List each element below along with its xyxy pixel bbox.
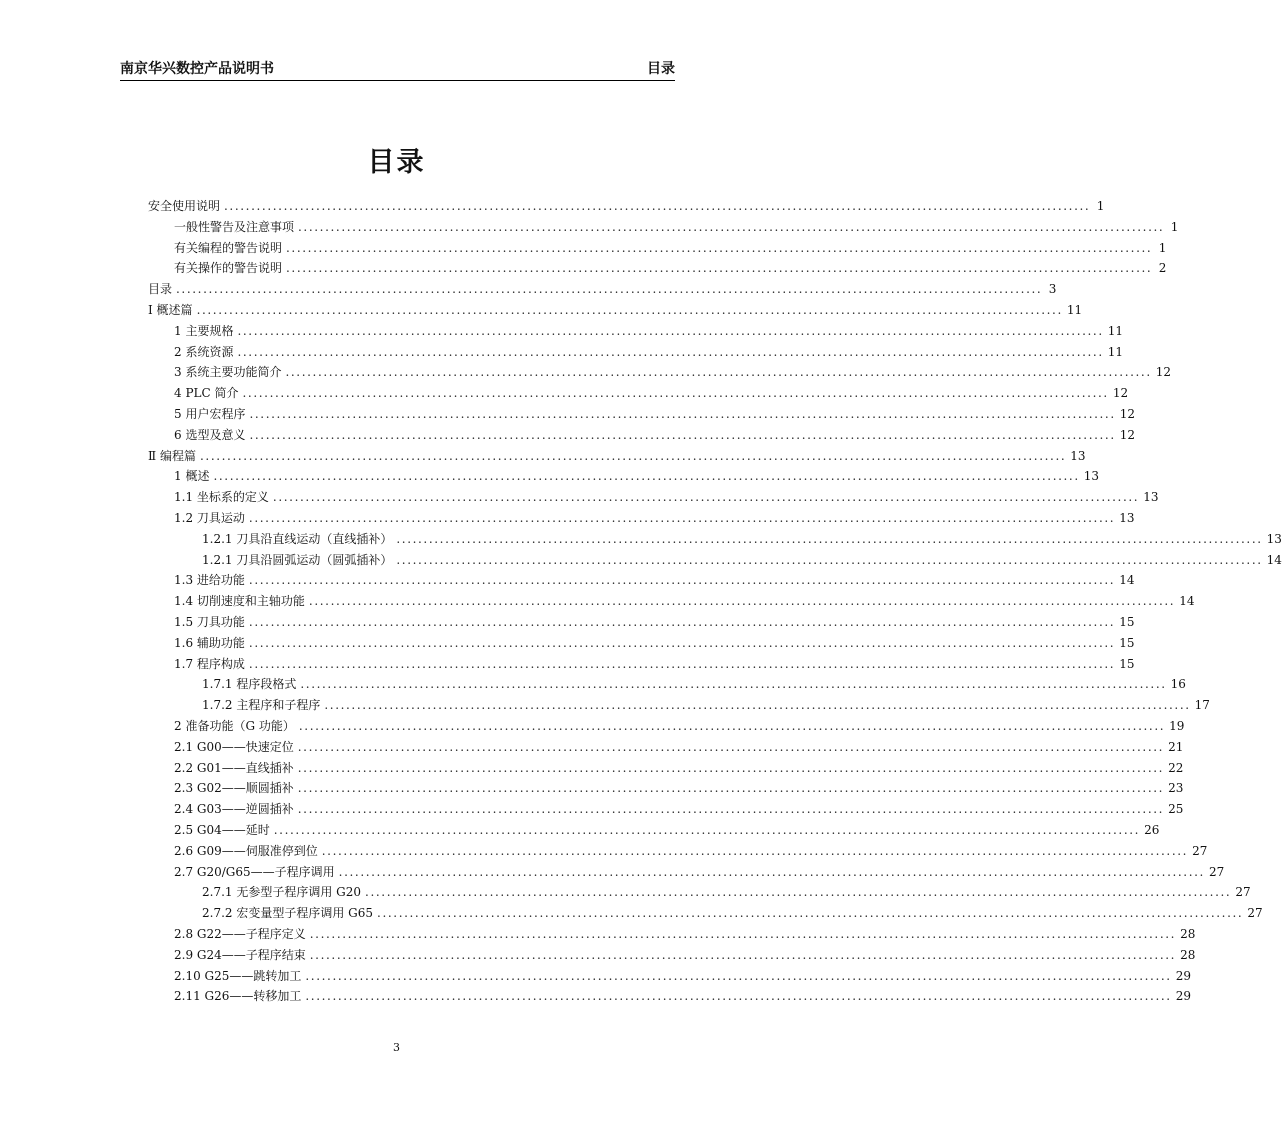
toc-dot-leader: ................................................................................................................................................................ xyxy=(242,386,1109,401)
toc-entry-page: 13 xyxy=(1119,511,1135,525)
toc-entry-label: 1.7.2 主程序和子程序 xyxy=(202,698,321,713)
toc-entry-label: 2.2 G01——直线插补 xyxy=(174,760,294,775)
toc-entry[interactable] xyxy=(0,903,1263,924)
toc-dot-leader: ................................................................................................................................................................ xyxy=(298,719,1166,733)
toc-dot-leader: ................................................................................................................................................................ xyxy=(324,698,1191,713)
toc-entry-label: 5 用户宏程序 xyxy=(174,407,246,421)
toc-entry-page: 3 xyxy=(1048,282,1057,297)
toc-entry[interactable] xyxy=(0,612,1135,633)
toc-entry-label: 2.3 G02——顺圆插补 xyxy=(174,781,294,796)
toc-entry-label: 目录 xyxy=(148,282,173,297)
toc-dot-leader: ................................................................................................................................................................ xyxy=(248,511,1116,525)
toc-entry[interactable] xyxy=(0,986,1191,1007)
toc-entry[interactable] xyxy=(0,695,1210,716)
toc-entry-label: 有关编程的警告说明 xyxy=(174,240,283,255)
toc-dot-leader: ................................................................................................................................................................ xyxy=(249,427,1116,442)
toc-entry-label: 1 概述 xyxy=(174,469,210,484)
toc-entry[interactable] xyxy=(0,778,1184,799)
toc-entry-page: 1 xyxy=(1170,219,1179,234)
toc-entry[interactable] xyxy=(0,342,1124,363)
toc-entry[interactable] xyxy=(0,279,1057,300)
toc-entry-page: 11 xyxy=(1107,344,1124,359)
toc-entry-page: 14 xyxy=(1266,552,1282,567)
toc-dot-leader: ................................................................................................................................................................ xyxy=(297,739,1165,754)
toc-dot-leader: ................................................................................................................................................................ xyxy=(248,615,1116,629)
toc-entry-label: 1 主要规格 xyxy=(174,323,234,338)
toc-dot-leader: ................................................................................................................................................................ xyxy=(298,219,1165,234)
toc-entry-label: 2.1 G00——快速定位 xyxy=(174,739,294,754)
toc-entry-label: 2.7 G20/G65——子程序调用 xyxy=(174,864,335,879)
toc-entry-label: 1.1 坐标系的定义 xyxy=(174,490,269,505)
toc-entry-page: 23 xyxy=(1168,781,1184,796)
toc-entry-label: 1.3 进给功能 xyxy=(174,573,245,588)
toc-entry[interactable] xyxy=(0,466,1100,487)
toc-entry-page: 11 xyxy=(1107,323,1124,338)
toc-entry-page: 12 xyxy=(1119,407,1136,421)
toc-entry[interactable] xyxy=(0,591,1195,612)
toc-entry[interactable] xyxy=(0,570,1135,591)
toc-entry-label: 2.5 G04——延时 xyxy=(174,823,270,837)
toc-entry-page: 27 xyxy=(1235,885,1251,900)
toc-entry-page: 22 xyxy=(1168,760,1184,775)
toc-entry-label: 有关操作的警告说明 xyxy=(174,261,283,276)
toc-entry[interactable] xyxy=(0,737,1184,758)
toc-entry[interactable] xyxy=(0,425,1136,446)
toc-entry-label: 1.7 程序构成 xyxy=(174,656,245,671)
toc-entry[interactable] xyxy=(0,321,1124,342)
toc-entry[interactable] xyxy=(0,945,1196,966)
toc-entry-page: 13 xyxy=(1070,448,1086,463)
toc-dot-leader: ................................................................................................................................................................ xyxy=(338,864,1205,879)
toc-entry-page: 15 xyxy=(1119,615,1135,629)
toc-entry-page: 19 xyxy=(1169,719,1185,733)
toc-dot-leader: ................................................................................................................................................................ xyxy=(297,760,1165,775)
toc-dot-leader: ................................................................................................................................................................ xyxy=(224,199,1091,213)
toc-entry-label: 1.2 刀具运动 xyxy=(174,511,245,525)
toc-entry[interactable] xyxy=(0,758,1184,779)
toc-entry-label: 6 选型及意义 xyxy=(174,427,246,442)
manual-title: 南京华兴数控产品说明书 xyxy=(120,61,274,77)
toc-entry-page: 13 xyxy=(1083,469,1100,484)
toc-entry-page: 28 xyxy=(1180,947,1196,962)
toc-dot-leader: ................................................................................................................................................................ xyxy=(286,240,1153,255)
toc-entry-label: 2.10 G25——跳转加工 xyxy=(174,968,302,983)
toc-entry[interactable] xyxy=(0,799,1184,820)
toc-dot-leader: ................................................................................................................................................................ xyxy=(286,261,1153,276)
toc-entry[interactable] xyxy=(0,882,1251,903)
toc-entry[interactable] xyxy=(0,404,1136,425)
toc-entry-label: 2.4 G03——逆圆插补 xyxy=(174,802,294,817)
toc-entry-label: 一般性警告及注意事项 xyxy=(174,219,295,234)
toc-entry-label: 2 系统资源 xyxy=(174,344,234,359)
toc-dot-leader: ................................................................................................................................................................ xyxy=(176,282,1043,297)
toc-entry[interactable] xyxy=(0,258,1167,279)
toc-entry-label: 2.6 G09——伺服准停到位 xyxy=(174,843,318,858)
toc-entry-page: 28 xyxy=(1180,927,1196,941)
toc-entry[interactable] xyxy=(0,674,1186,695)
toc-entry[interactable] xyxy=(0,841,1208,862)
toc-entry[interactable] xyxy=(0,633,1135,654)
toc-entry-label: 3 系统主要功能简介 xyxy=(174,365,282,380)
toc-entry-label: 2.7.2 宏变量型子程序调用 G65 xyxy=(202,906,374,921)
toc-entry[interactable] xyxy=(0,529,1282,550)
toc-dot-leader: ................................................................................................................................................................ xyxy=(377,906,1244,921)
toc-dot-leader: ................................................................................................................................................................ xyxy=(248,573,1116,588)
toc-entry-page: 15 xyxy=(1119,635,1135,650)
toc-dot-leader: ................................................................................................................................................................ xyxy=(309,947,1177,962)
toc-entry-page: 2 xyxy=(1158,261,1167,276)
toc-entry-label: 2 准备功能（G 功能） xyxy=(174,719,295,733)
toc-dot-leader: ................................................................................................................................................................ xyxy=(300,677,1167,692)
toc-entry[interactable] xyxy=(0,966,1191,987)
toc-entry-page: 27 xyxy=(1247,906,1263,921)
toc-entry[interactable] xyxy=(0,550,1282,571)
toc-entry-label: 1.7.1 程序段格式 xyxy=(202,677,297,692)
toc-dot-leader: ................................................................................................................................................................ xyxy=(196,303,1063,317)
toc-entry[interactable] xyxy=(0,716,1185,737)
toc-entry-label: 2.9 G24——子程序结束 xyxy=(174,947,306,962)
toc-entry-page: 29 xyxy=(1175,968,1191,983)
toc-entry-label: 2.8 G22——子程序定义 xyxy=(174,927,306,941)
toc-entry[interactable] xyxy=(0,238,1167,259)
toc-dot-leader: ................................................................................................................................................................ xyxy=(273,823,1141,837)
toc-dot-leader: ................................................................................................................................................................ xyxy=(248,635,1116,650)
toc-entry-label: 1.2.1 刀具沿直线运动（直线插补） xyxy=(202,531,393,546)
page-number: 3 xyxy=(393,1041,400,1054)
toc-entry[interactable] xyxy=(0,446,1086,467)
toc-dot-leader: ................................................................................................................................................................ xyxy=(396,552,1263,567)
toc-dot-leader: ................................................................................................................................................................ xyxy=(305,968,1172,983)
toc-entry[interactable] xyxy=(0,362,1172,383)
toc-entry-page: 16 xyxy=(1170,677,1186,692)
toc-entry-page: 13 xyxy=(1143,490,1159,505)
toc-entry-page: 15 xyxy=(1119,656,1135,671)
toc-entry-page: 21 xyxy=(1168,739,1184,754)
toc-entry-page: 12 xyxy=(1155,365,1172,380)
toc-entry[interactable] xyxy=(0,217,1179,238)
toc-entry-page: 27 xyxy=(1208,864,1225,879)
toc-entry[interactable] xyxy=(0,508,1135,529)
toc-entry-label: 1.5 刀具功能 xyxy=(174,615,245,629)
toc-dot-leader: ................................................................................................................................................................ xyxy=(309,927,1177,941)
toc-entry-label: 4 PLC 简介 xyxy=(174,386,239,401)
toc-entry-page: 14 xyxy=(1119,573,1135,588)
toc-entry-page: 12 xyxy=(1112,386,1129,401)
toc-entry-page: 26 xyxy=(1144,823,1160,837)
page-header xyxy=(120,56,675,81)
toc-dot-leader: ................................................................................................................................................................ xyxy=(297,781,1165,796)
toc-entry-label: 2.7.1 无参型子程序调用 G20 xyxy=(202,885,362,900)
toc-entry-label: Ⅱ 编程篇 xyxy=(148,448,196,463)
toc-dot-leader: ................................................................................................................................................................ xyxy=(237,344,1104,359)
toc-entry[interactable] xyxy=(0,300,1083,321)
toc-entry[interactable] xyxy=(0,196,1105,217)
toc-dot-leader: ................................................................................................................................................................ xyxy=(248,656,1116,671)
toc-dot-leader: ................................................................................................................................................................ xyxy=(249,407,1116,421)
toc-entry-page: 13 xyxy=(1266,531,1282,546)
toc-dot-leader: ................................................................................................................................................................ xyxy=(297,802,1165,817)
toc-dot-leader: ................................................................................................................................................................ xyxy=(272,490,1140,505)
toc-entry[interactable] xyxy=(0,820,1160,841)
toc-entry-label: 1.6 辅助功能 xyxy=(174,635,245,650)
toc-entry-label: 2.11 G26——转移加工 xyxy=(174,989,302,1004)
toc-entry-page: 12 xyxy=(1119,427,1136,442)
toc-dot-leader: ................................................................................................................................................................ xyxy=(237,323,1104,338)
toc-entry-page: 1 xyxy=(1158,240,1167,255)
page-title: 目录 xyxy=(367,147,426,178)
toc-entry[interactable] xyxy=(0,487,1159,508)
toc-entry-page: 11 xyxy=(1066,303,1083,317)
toc-entry[interactable] xyxy=(0,924,1196,945)
toc-dot-leader: ................................................................................................................................................................ xyxy=(308,594,1176,609)
toc-entry[interactable] xyxy=(0,862,1225,883)
toc-entry-page: 14 xyxy=(1179,594,1195,609)
toc-dot-leader: ................................................................................................................................................................ xyxy=(285,365,1152,380)
toc-entry-label: 安全使用说明 xyxy=(148,199,221,213)
toc-entry[interactable] xyxy=(0,383,1129,404)
toc-dot-leader: ................................................................................................................................................................ xyxy=(396,531,1263,546)
toc-entry-page: 29 xyxy=(1175,989,1191,1004)
toc-dot-leader: ................................................................................................................................................................ xyxy=(365,885,1232,900)
toc-entry-page: 17 xyxy=(1194,698,1210,713)
toc-dot-leader: ................................................................................................................................................................ xyxy=(321,843,1189,858)
toc-dot-leader: ................................................................................................................................................................ xyxy=(199,448,1067,463)
toc-entry-label: 1.2.1 刀具沿圆弧运动（圆弧插补） xyxy=(202,552,393,567)
toc-entry-label: 1.4 切削速度和主轴功能 xyxy=(174,594,305,609)
toc-dot-leader: ................................................................................................................................................................ xyxy=(213,469,1080,484)
toc-entry-page: 1 xyxy=(1096,199,1105,213)
toc-entry[interactable] xyxy=(0,654,1135,675)
toc-entry-page: 25 xyxy=(1168,802,1184,817)
section-title: 目录 xyxy=(647,61,675,77)
toc-dot-leader: ................................................................................................................................................................ xyxy=(305,989,1172,1004)
toc-entry-page: 27 xyxy=(1192,843,1208,858)
toc-entry-label: Ⅰ 概述篇 xyxy=(148,303,193,317)
